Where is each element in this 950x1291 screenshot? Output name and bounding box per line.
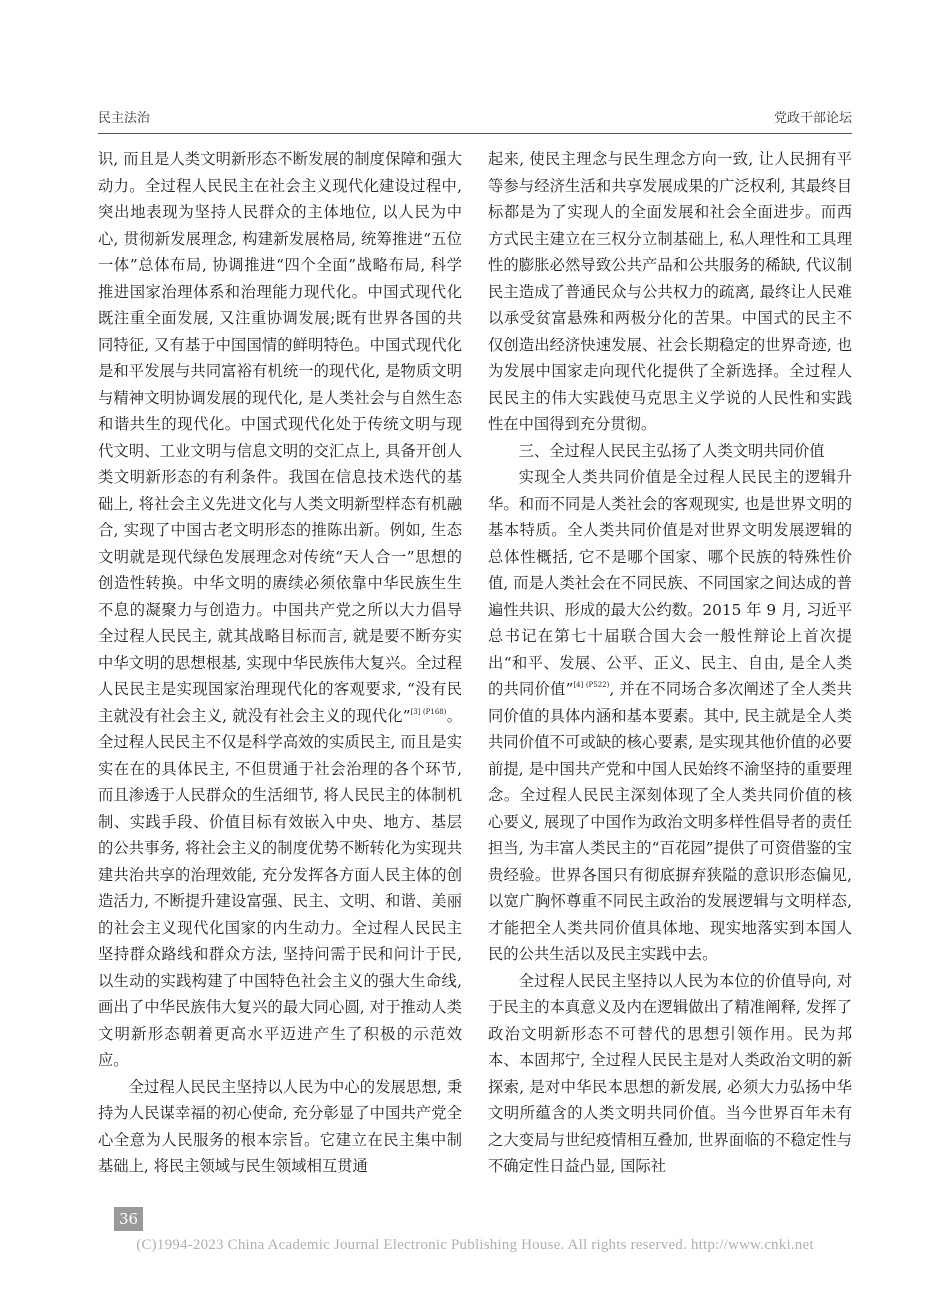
citation-ref: [4] (P522) [573, 681, 610, 689]
paragraph-text: , 并在不同场合多次阐述了全人类共同价值的具体内涵和基本要素。其中, 民主就是全人类共同价值不可或缺的核心要素, 是实现其他价值的必要前提, 是中国共产党和中国人民始终不渝坚持的重要理念。全过程人民民主深刻体现了全人类共同价值的核心要义, 展现了中国作为政治文明多样性倡导者的责任担当, 为丰富人类民主的“百花园”提供了可资借鉴的宝贵经验。世界各国只有彻底摒弃狭隘的意识形态偏见, 以宽广胸怀尊重不同民主政治的发展逻辑与文明样态, 才能把全人类共同价值具体地、现实地落实到本国人民的公共生活以及民主实践中去。 [488, 680, 852, 963]
section-heading: 三、全过程人民民主弘扬了人类文明共同价值 [518, 441, 825, 460]
paragraph-text: 识, 而且是人类文明新形态不断发展的制度保障和强大动力。全过程人民民主在社会主义现代化建设过程中, 突出地表现为坚持人民群众的主体地位, 以人民为中心, 贯彻新发展理念, 构建新发展格局, 统筹推进“五位一体”总体布局, 协调推进“四个全面”战略布局, 科学推进国家治理体系和治理能力现代化。中国式现代化既注重全面发展, 又注重协调发展;既有世界各国的共同特征, 又有基于中国国情的鲜明特色。中国式现代化是和平发展与共同富裕有机统一的现代化, 是物质文明与精神文明协调发展的现代化, 是人类社会与自然生态和谐共生的现代化。中国式现代化处于传统文明与现代文明、工业文明与信息文明的交汇点上, 具备开创人类文明新形态的有利条件。我国在信息技术迭代的基础上, 将社会主义先进文化与人类文明新型样态有机融合, 实现了中国古老文明形态的推陈出新。例如, 生态文明就是现代绿色发展理念对传统“天人合一”思想的创造性转换。中华文明的赓续必须依靠中华民族生生不息的凝聚力与创造力。中国共产党之所以大力倡导全过程人民民主, 就其战略目标而言, 就是要不断夯实中华文明的思想根基, 实现中华民族伟大复兴。全过程人民民主是实现国家治理现代化的客观要求, “没有民主就没有社会主义, 就没有社会主义的现代化” [98, 150, 462, 725]
running-header [98, 107, 852, 131]
paragraph-text: 实现全人类共同价值是全过程人民民主的逻辑升华。和而不同是人类社会的客观现实, 也是世界文明的基本特质。全人类共同价值是对世界文明发展逻辑的总体性概括, 它不是哪个国家、哪个民族的特殊性价值, 而是人类社会在不同民族、不同国家之间达成的普遍性共识、形成的最大公约数。2015 年 9 月, 习近平总书记在第七十届联合国大会一般性辩论上首次提出“和平、发展、公平、正义、民主、自由, 是全人类的共同价值” [488, 468, 852, 698]
citation-ref: [3] (P168) [410, 707, 447, 716]
paragraph [98, 146, 462, 1074]
header-rule [98, 133, 852, 134]
section-label: 民主法治 [98, 111, 151, 126]
left-column [98, 146, 462, 1175]
paragraph [488, 464, 852, 968]
paragraph-text: 。全过程人民民主不仅是科学高效的实质民主, 而且是实实在在的具体民主, 不但贯通于社会治理的各个环节, 而且渗透于人民群众的生活细节, 将人民民主的体制机制、实践手段、价值目标有效嵌入中央、地方、基层的公共事务, 将社会主义的制度优势不断转化为实现共建共治共享的治理效能, 充分发挥各方面人民主体的创造活力, 不断提升建设富强、民主、文明、和谐、美丽的社会主义现代化国家的内生动力。全过程人民民主坚持群众路线和群众方法, 坚持问需于民和问计于民, 以生动的实践构建了中国特色社会主义的强大生命线, 画出了中华民族伟大复兴的最大同心圆, 对于推动人类文明新形态朝着更高水平迈进产生了积极的示范效应。 [98, 706, 462, 1069]
journal-name: 党政干部论坛 [773, 111, 852, 126]
page-number: 36 [114, 1207, 143, 1231]
paragraph: 全过程人民民主坚持以人民为本位的价值导向, 对于民主的本真意义及内在逻辑做出了精准阐释, 发挥了政治文明新形态不可替代的思想引领作用。民为邦本、本固邦宁, 全过程人民民主是对人类政治文明的新探索, 是对中华民本思想的新发展, 必须大力弘扬中华文明所蕴含的人类文明共同价值。当今世界百年未有之大变局与世纪疫情相互叠加, 世界面临的不稳定性与不确定性日益凸显, 国际社 [488, 971, 852, 1175]
right-column [488, 146, 852, 1175]
paragraph: 起来, 使民主理念与民生理念方向一致, 让人民拥有平等参与经济生活和共享发展成果的广泛权利, 其最终目标都是为了实现人的全面发展和社会全面进步。而西方式民主建立在三权分立制基础上, 私人理性和工具理性的膨胀必然导致公共产品和公共服务的稀缺, 代议制民主造成了普通民众与公共权力的疏离, 最终让人民难以承受贫富悬殊和两极分化的苦果。中国式的民主不仅创造出经济快速发展、社会长期稳定的世界奇迹, 也为发展中国家走向现代化提供了全新选择。全过程人民民主的伟大实践使马克思主义学说的人民性和实践性在中国得到充分贯彻。 [488, 150, 852, 433]
copyright-notice: (C)1994-2023 China Academic Journal Electronic Publishing House. All rights reserved. http://www.cnki.net [136, 1237, 814, 1253]
paragraph: 全过程人民民主坚持以人民为中心的发展思想, 秉持为人民谋幸福的初心使命, 充分彰显了中国共产党全心全意为人民服务的根本宗旨。它建立在民主集中制基础上, 将民主领域与民生领域相互贯通 [98, 1077, 462, 1175]
